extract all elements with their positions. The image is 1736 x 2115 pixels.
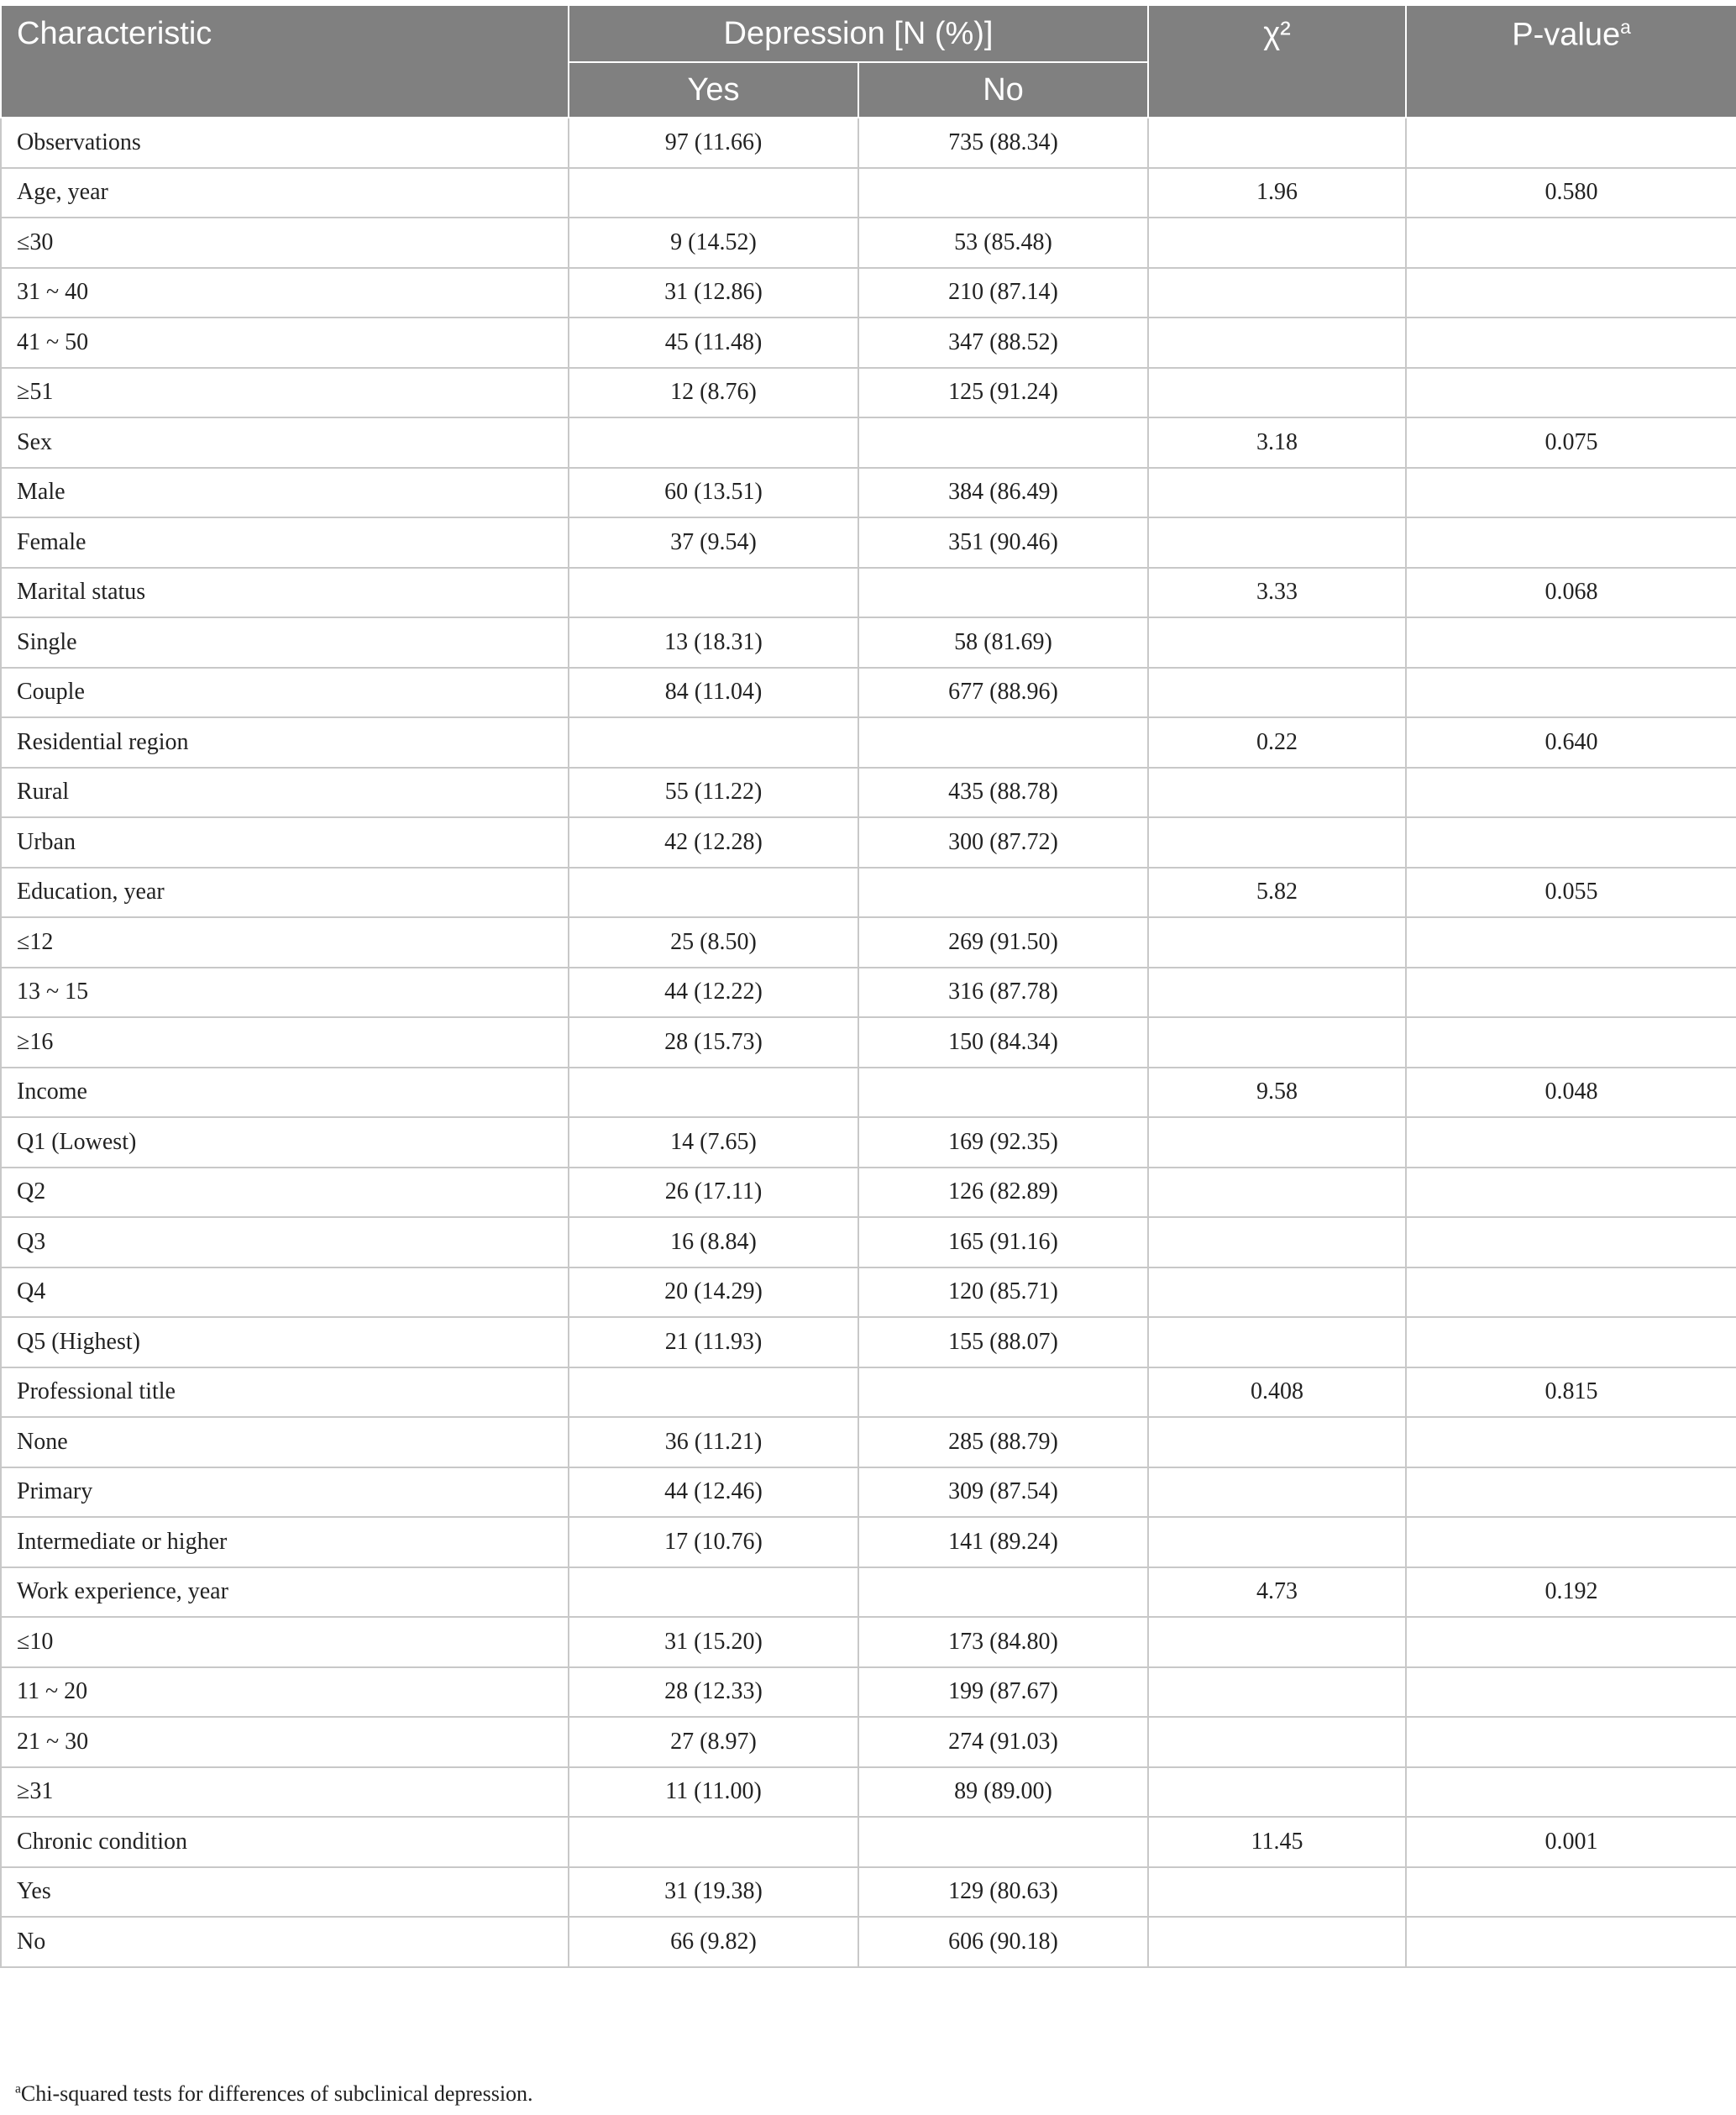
header-yes: Yes xyxy=(569,62,858,118)
table-row xyxy=(1,1517,1736,1567)
cell-chi2 xyxy=(1148,1617,1406,1667)
cell-no: 89 (89.00) xyxy=(858,1767,1148,1818)
table-row xyxy=(1,268,1736,318)
cell-yes: 9 (14.52) xyxy=(569,218,858,268)
cell-no: 384 (86.49) xyxy=(858,468,1148,518)
cell-pvalue xyxy=(1406,1017,1736,1068)
cell-pvalue xyxy=(1406,668,1736,718)
row-label: Q2 xyxy=(1,1168,569,1218)
cell-yes: 28 (12.33) xyxy=(569,1667,858,1718)
cell-chi2 xyxy=(1148,917,1406,968)
cell-pvalue xyxy=(1406,817,1736,868)
table-row xyxy=(1,1417,1736,1467)
cell-yes: 14 (7.65) xyxy=(569,1117,858,1168)
cell-no: 58 (81.69) xyxy=(858,617,1148,668)
cell-yes: 55 (11.22) xyxy=(569,768,858,818)
cell-yes: 44 (12.46) xyxy=(569,1467,858,1518)
cell-yes: 97 (11.66) xyxy=(569,118,858,168)
table-row xyxy=(1,218,1736,268)
cell-yes: 20 (14.29) xyxy=(569,1267,858,1318)
row-label: ≥16 xyxy=(1,1017,569,1068)
cell-pvalue xyxy=(1406,268,1736,318)
table-row xyxy=(1,1467,1736,1518)
table-row xyxy=(1,468,1736,518)
cell-yes: 31 (15.20) xyxy=(569,1617,858,1667)
cell-no: 129 (80.63) xyxy=(858,1867,1148,1918)
header-depression: Depression [N (%)] xyxy=(569,5,1148,62)
cell-chi2 xyxy=(1148,1168,1406,1218)
footnote xyxy=(15,2081,533,2107)
characteristics-table xyxy=(0,4,1736,1968)
table-row xyxy=(1,817,1736,868)
cell-yes xyxy=(569,717,858,768)
cell-chi2 xyxy=(1148,1017,1406,1068)
cell-no: 165 (91.16) xyxy=(858,1217,1148,1267)
row-label: Primary xyxy=(1,1467,569,1518)
cell-no: 120 (85.71) xyxy=(858,1267,1148,1318)
cell-no: 677 (88.96) xyxy=(858,668,1148,718)
row-label: 11 ~ 20 xyxy=(1,1667,569,1718)
row-label: Income xyxy=(1,1068,569,1118)
row-label: Work experience, year xyxy=(1,1567,569,1618)
cell-pvalue xyxy=(1406,917,1736,968)
cell-no: 300 (87.72) xyxy=(858,817,1148,868)
cell-yes xyxy=(569,1367,858,1418)
table-row xyxy=(1,118,1736,168)
row-label: Intermediate or higher xyxy=(1,1517,569,1567)
header-pvalue-sup: a xyxy=(1620,16,1631,38)
table-row xyxy=(1,1917,1736,1967)
cell-pvalue xyxy=(1406,1467,1736,1518)
cell-yes: 66 (9.82) xyxy=(569,1917,858,1967)
row-label: Marital status xyxy=(1,568,569,618)
cell-pvalue xyxy=(1406,1867,1736,1918)
table-row xyxy=(1,1817,1736,1867)
cell-yes: 36 (11.21) xyxy=(569,1417,858,1467)
table-row xyxy=(1,1617,1736,1667)
row-label: Sex xyxy=(1,417,569,468)
header-chi2: χ² xyxy=(1148,5,1406,118)
cell-pvalue: 0.815 xyxy=(1406,1367,1736,1418)
table-row xyxy=(1,668,1736,718)
table-row xyxy=(1,1267,1736,1318)
table-row xyxy=(1,368,1736,418)
cell-chi2 xyxy=(1148,368,1406,418)
cell-pvalue xyxy=(1406,517,1736,568)
cell-yes: 31 (19.38) xyxy=(569,1867,858,1918)
cell-no xyxy=(858,1068,1148,1118)
cell-pvalue xyxy=(1406,318,1736,368)
row-label: Q1 (Lowest) xyxy=(1,1117,569,1168)
table-row xyxy=(1,1667,1736,1718)
row-label: Yes xyxy=(1,1867,569,1918)
cell-chi2 xyxy=(1148,1867,1406,1918)
cell-yes: 42 (12.28) xyxy=(569,817,858,868)
cell-chi2 xyxy=(1148,1267,1406,1318)
cell-no: 606 (90.18) xyxy=(858,1917,1148,1967)
cell-chi2: 9.58 xyxy=(1148,1068,1406,1118)
cell-yes: 31 (12.86) xyxy=(569,268,858,318)
cell-pvalue: 0.580 xyxy=(1406,168,1736,218)
cell-chi2: 3.33 xyxy=(1148,568,1406,618)
table-row xyxy=(1,168,1736,218)
cell-pvalue xyxy=(1406,118,1736,168)
cell-chi2 xyxy=(1148,468,1406,518)
row-label: Q4 xyxy=(1,1267,569,1318)
cell-pvalue xyxy=(1406,1168,1736,1218)
cell-no: 285 (88.79) xyxy=(858,1417,1148,1467)
cell-chi2 xyxy=(1148,1317,1406,1367)
cell-yes: 16 (8.84) xyxy=(569,1217,858,1267)
header-pvalue xyxy=(1406,5,1736,118)
cell-yes: 60 (13.51) xyxy=(569,468,858,518)
cell-no xyxy=(858,868,1148,918)
row-label: Education, year xyxy=(1,868,569,918)
table-row xyxy=(1,868,1736,918)
cell-no: 126 (82.89) xyxy=(858,1168,1148,1218)
cell-no xyxy=(858,168,1148,218)
cell-pvalue xyxy=(1406,1517,1736,1567)
cell-chi2: 5.82 xyxy=(1148,868,1406,918)
cell-chi2: 1.96 xyxy=(1148,168,1406,218)
cell-chi2 xyxy=(1148,668,1406,718)
table-row xyxy=(1,517,1736,568)
cell-pvalue: 0.192 xyxy=(1406,1567,1736,1618)
row-label: None xyxy=(1,1417,569,1467)
cell-pvalue xyxy=(1406,1667,1736,1718)
cell-no: 309 (87.54) xyxy=(858,1467,1148,1518)
row-label: Age, year xyxy=(1,168,569,218)
cell-pvalue xyxy=(1406,1717,1736,1767)
cell-chi2 xyxy=(1148,1417,1406,1467)
footnote-text: Chi-squared tests for differences of subclinical depression. xyxy=(20,2081,533,2106)
cell-chi2 xyxy=(1148,617,1406,668)
table-row xyxy=(1,1217,1736,1267)
cell-pvalue: 0.001 xyxy=(1406,1817,1736,1867)
cell-chi2 xyxy=(1148,517,1406,568)
table-row xyxy=(1,717,1736,768)
cell-yes: 13 (18.31) xyxy=(569,617,858,668)
cell-pvalue xyxy=(1406,368,1736,418)
cell-pvalue xyxy=(1406,218,1736,268)
cell-no xyxy=(858,1817,1148,1867)
row-label: Observations xyxy=(1,118,569,168)
cell-chi2 xyxy=(1148,1667,1406,1718)
cell-chi2: 11.45 xyxy=(1148,1817,1406,1867)
cell-yes xyxy=(569,1068,858,1118)
cell-no: 173 (84.80) xyxy=(858,1617,1148,1667)
cell-yes: 17 (10.76) xyxy=(569,1517,858,1567)
cell-chi2 xyxy=(1148,968,1406,1018)
cell-pvalue xyxy=(1406,1217,1736,1267)
table-row xyxy=(1,1168,1736,1218)
table-row xyxy=(1,1117,1736,1168)
row-label: Chronic condition xyxy=(1,1817,569,1867)
cell-pvalue xyxy=(1406,468,1736,518)
cell-yes: 21 (11.93) xyxy=(569,1317,858,1367)
table-row xyxy=(1,417,1736,468)
table-row xyxy=(1,318,1736,368)
cell-yes: 28 (15.73) xyxy=(569,1017,858,1068)
header-characteristic: Characteristic xyxy=(1,5,569,118)
cell-chi2 xyxy=(1148,817,1406,868)
cell-pvalue: 0.055 xyxy=(1406,868,1736,918)
table-row xyxy=(1,1867,1736,1918)
row-label: ≥31 xyxy=(1,1767,569,1818)
row-label: Single xyxy=(1,617,569,668)
cell-pvalue xyxy=(1406,1267,1736,1318)
cell-chi2: 3.18 xyxy=(1148,417,1406,468)
cell-yes: 12 (8.76) xyxy=(569,368,858,418)
cell-chi2 xyxy=(1148,1917,1406,1967)
cell-chi2 xyxy=(1148,218,1406,268)
row-label: Couple xyxy=(1,668,569,718)
row-label: 41 ~ 50 xyxy=(1,318,569,368)
cell-pvalue xyxy=(1406,1767,1736,1818)
table-row xyxy=(1,1567,1736,1618)
cell-yes xyxy=(569,568,858,618)
cell-chi2 xyxy=(1148,1517,1406,1567)
cell-pvalue xyxy=(1406,1117,1736,1168)
cell-chi2: 0.22 xyxy=(1148,717,1406,768)
row-label: ≥51 xyxy=(1,368,569,418)
cell-yes: 27 (8.97) xyxy=(569,1717,858,1767)
cell-no xyxy=(858,417,1148,468)
cell-yes xyxy=(569,1567,858,1618)
table-row xyxy=(1,917,1736,968)
cell-chi2 xyxy=(1148,1767,1406,1818)
cell-no: 347 (88.52) xyxy=(858,318,1148,368)
table-row xyxy=(1,768,1736,818)
cell-no: 210 (87.14) xyxy=(858,268,1148,318)
cell-yes: 26 (17.11) xyxy=(569,1168,858,1218)
cell-pvalue xyxy=(1406,968,1736,1018)
cell-no: 169 (92.35) xyxy=(858,1117,1148,1168)
cell-no: 53 (85.48) xyxy=(858,218,1148,268)
cell-no: 141 (89.24) xyxy=(858,1517,1148,1567)
footnote-marker: a xyxy=(15,2081,21,2097)
table-row xyxy=(1,1068,1736,1118)
cell-no: 435 (88.78) xyxy=(858,768,1148,818)
cell-chi2: 0.408 xyxy=(1148,1367,1406,1418)
table-row xyxy=(1,568,1736,618)
cell-chi2 xyxy=(1148,318,1406,368)
cell-pvalue: 0.068 xyxy=(1406,568,1736,618)
cell-chi2 xyxy=(1148,1117,1406,1168)
row-label: Professional title xyxy=(1,1367,569,1418)
cell-chi2 xyxy=(1148,1467,1406,1518)
cell-pvalue: 0.048 xyxy=(1406,1068,1736,1118)
row-label: Urban xyxy=(1,817,569,868)
cell-pvalue xyxy=(1406,1417,1736,1467)
row-label: No xyxy=(1,1917,569,1967)
table-row xyxy=(1,617,1736,668)
cell-yes: 25 (8.50) xyxy=(569,917,858,968)
row-label: ≤12 xyxy=(1,917,569,968)
cell-yes: 44 (12.22) xyxy=(569,968,858,1018)
table-row xyxy=(1,968,1736,1018)
cell-chi2 xyxy=(1148,768,1406,818)
row-label: Residential region xyxy=(1,717,569,768)
cell-no: 351 (90.46) xyxy=(858,517,1148,568)
cell-no: 155 (88.07) xyxy=(858,1317,1148,1367)
cell-pvalue xyxy=(1406,617,1736,668)
cell-no: 316 (87.78) xyxy=(858,968,1148,1018)
row-label: 13 ~ 15 xyxy=(1,968,569,1018)
cell-no: 735 (88.34) xyxy=(858,118,1148,168)
cell-chi2: 4.73 xyxy=(1148,1567,1406,1618)
cell-no: 199 (87.67) xyxy=(858,1667,1148,1718)
table-row xyxy=(1,1767,1736,1818)
table-row xyxy=(1,1317,1736,1367)
cell-no: 274 (91.03) xyxy=(858,1717,1148,1767)
cell-no: 150 (84.34) xyxy=(858,1017,1148,1068)
cell-no: 125 (91.24) xyxy=(858,368,1148,418)
cell-chi2 xyxy=(1148,1217,1406,1267)
cell-pvalue xyxy=(1406,1617,1736,1667)
row-label: Q3 xyxy=(1,1217,569,1267)
table-row xyxy=(1,1717,1736,1767)
cell-pvalue: 0.075 xyxy=(1406,417,1736,468)
table-body xyxy=(1,118,1736,1967)
cell-yes: 45 (11.48) xyxy=(569,318,858,368)
cell-yes xyxy=(569,1817,858,1867)
cell-pvalue xyxy=(1406,1917,1736,1967)
table-row xyxy=(1,1017,1736,1068)
cell-no xyxy=(858,717,1148,768)
row-label: Q5 (Highest) xyxy=(1,1317,569,1367)
cell-yes: 11 (11.00) xyxy=(569,1767,858,1818)
table-row xyxy=(1,1367,1736,1418)
row-label: Female xyxy=(1,517,569,568)
cell-no xyxy=(858,1367,1148,1418)
cell-yes: 84 (11.04) xyxy=(569,668,858,718)
header-pvalue-label: P-value xyxy=(1512,17,1621,53)
cell-pvalue xyxy=(1406,768,1736,818)
cell-no xyxy=(858,568,1148,618)
cell-no xyxy=(858,1567,1148,1618)
cell-yes: 37 (9.54) xyxy=(569,517,858,568)
row-label: Rural xyxy=(1,768,569,818)
row-label: ≤30 xyxy=(1,218,569,268)
cell-no: 269 (91.50) xyxy=(858,917,1148,968)
cell-chi2 xyxy=(1148,268,1406,318)
cell-yes xyxy=(569,168,858,218)
cell-chi2 xyxy=(1148,118,1406,168)
row-label: ≤10 xyxy=(1,1617,569,1667)
cell-yes xyxy=(569,868,858,918)
cell-yes xyxy=(569,417,858,468)
cell-pvalue: 0.640 xyxy=(1406,717,1736,768)
row-label: Male xyxy=(1,468,569,518)
cell-chi2 xyxy=(1148,1717,1406,1767)
cell-pvalue xyxy=(1406,1317,1736,1367)
row-label: 31 ~ 40 xyxy=(1,268,569,318)
header-no: No xyxy=(858,62,1148,118)
row-label: 21 ~ 30 xyxy=(1,1717,569,1767)
